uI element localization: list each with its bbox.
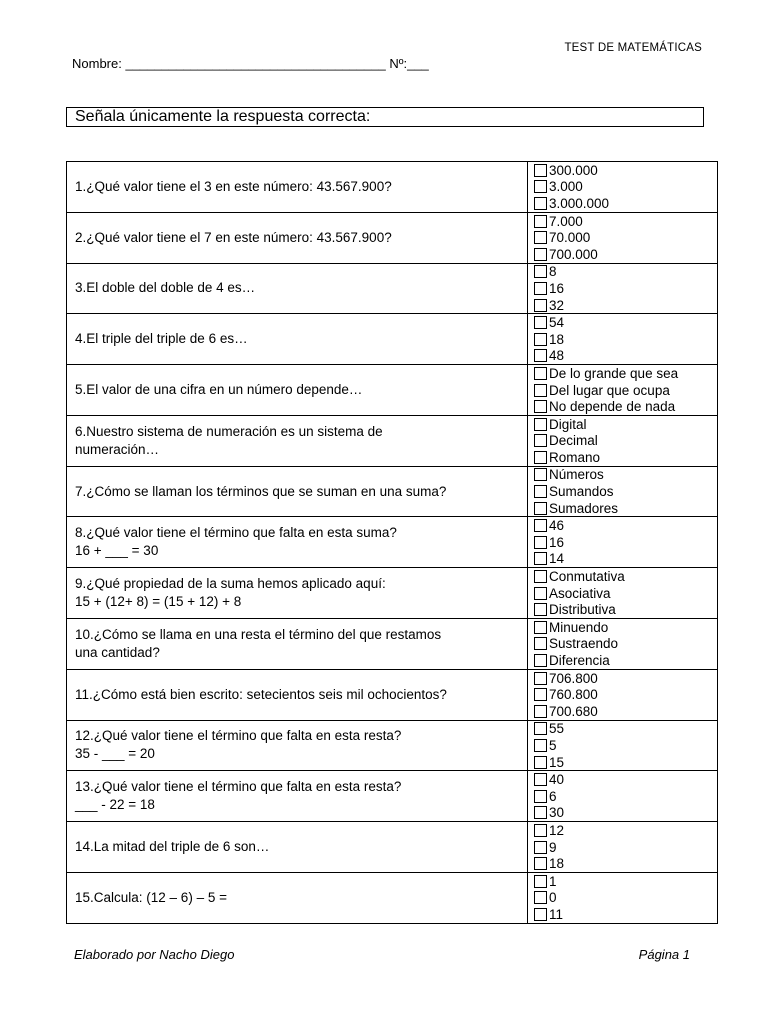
answer-checkbox[interactable]: [534, 349, 547, 362]
answer-option-label: 700.000: [549, 246, 598, 262]
answer-checkbox[interactable]: [534, 164, 547, 177]
question-line: 14.La mitad del triple de 6 son…: [75, 839, 270, 855]
answer-option[interactable]: [528, 416, 717, 433]
answer-options: [528, 314, 718, 365]
answer-option[interactable]: [528, 433, 717, 450]
answer-option-label: 12: [549, 822, 565, 838]
question-text: [67, 365, 528, 416]
answer-option-label: 6: [549, 788, 557, 804]
question-line: 1.¿Qué valor tiene el 3 en este número: 43.567.900?: [75, 178, 392, 194]
answer-checkbox[interactable]: [534, 570, 547, 583]
answer-options: [528, 619, 718, 670]
answer-checkbox[interactable]: [534, 197, 547, 210]
question-row: [67, 162, 718, 213]
answer-option[interactable]: [528, 686, 717, 703]
answer-option[interactable]: [528, 398, 717, 415]
answer-option[interactable]: [528, 873, 717, 890]
question-text: [67, 669, 528, 720]
answer-option-label: 1: [549, 873, 557, 889]
answer-option[interactable]: [528, 213, 717, 230]
footer-author: Elaborado por Nacho Diego: [74, 947, 235, 962]
answer-options: [528, 669, 718, 720]
answer-options: [528, 517, 718, 568]
answer-checkbox[interactable]: [534, 806, 547, 819]
answer-option[interactable]: [528, 517, 717, 534]
answer-option-label: 48: [549, 348, 565, 364]
answer-option[interactable]: [528, 280, 717, 297]
answer-option-label: 15: [549, 754, 565, 770]
question-text: [67, 619, 528, 670]
answer-options: [528, 162, 718, 213]
answer-option[interactable]: [528, 382, 717, 399]
question-line: 3.El doble del doble de 4 es…: [75, 280, 256, 296]
answer-checkbox[interactable]: [534, 688, 547, 701]
answer-option-label: 32: [549, 297, 565, 313]
answer-option[interactable]: [528, 703, 717, 720]
answer-checkbox[interactable]: [534, 637, 547, 650]
answer-option-label: De lo grande que sea: [549, 365, 679, 381]
answer-checkbox[interactable]: [534, 705, 547, 718]
answer-option[interactable]: [528, 670, 717, 687]
answer-checkbox[interactable]: [534, 739, 547, 752]
answer-option-label: 40: [549, 772, 565, 788]
answer-option[interactable]: [528, 348, 717, 365]
answer-checkbox[interactable]: [534, 536, 547, 549]
question-line: 5.El valor de una cifra en un número depende…: [75, 382, 363, 398]
answer-option[interactable]: [528, 890, 717, 907]
question-row: [67, 263, 718, 314]
answer-option-label: Romano: [549, 449, 601, 465]
answer-checkbox[interactable]: [534, 672, 547, 685]
answer-checkbox[interactable]: [534, 857, 547, 870]
answer-checkbox[interactable]: [534, 891, 547, 904]
answer-checkbox[interactable]: [534, 400, 547, 413]
question-line: ___ - 22 = 18: [75, 797, 155, 813]
question-row: [67, 314, 718, 365]
answer-option-label: 9: [549, 839, 557, 855]
answer-checkbox[interactable]: [534, 231, 547, 244]
question-text: [67, 466, 528, 517]
question-line: 4.El triple del triple de 6 es…: [75, 331, 248, 347]
answer-option-label: Minuendo: [549, 619, 609, 635]
answer-option[interactable]: [528, 822, 717, 839]
answer-option-label: Del lugar que ocupa: [549, 382, 670, 398]
answer-option[interactable]: [528, 331, 717, 348]
question-row: [67, 365, 718, 416]
question-line: 11.¿Cómo está bien escrito: setecientos seis mil ochocientos?: [75, 686, 447, 702]
answer-option[interactable]: [528, 636, 717, 653]
answer-checkbox[interactable]: [534, 552, 547, 565]
answer-option-label: 7.000: [549, 213, 583, 229]
answer-option[interactable]: [528, 483, 717, 500]
answer-option-label: 0: [549, 890, 557, 906]
answer-checkbox[interactable]: [534, 299, 547, 312]
question-row: [67, 669, 718, 720]
answer-checkbox[interactable]: [534, 824, 547, 837]
question-row: [67, 517, 718, 568]
answer-option[interactable]: [528, 229, 717, 246]
question-text: [67, 568, 528, 619]
answer-option[interactable]: [528, 788, 717, 805]
answer-options: [528, 365, 718, 416]
answer-options: [528, 771, 718, 822]
answer-options: [528, 212, 718, 263]
answer-checkbox[interactable]: [534, 790, 547, 803]
answer-checkbox[interactable]: [534, 333, 547, 346]
answer-option[interactable]: [528, 721, 717, 738]
answer-option-label: 55: [549, 721, 565, 737]
answer-option-label: Sustraendo: [549, 636, 619, 652]
question-line: 35 - ___ = 20: [75, 746, 155, 762]
answer-option-label: 46: [549, 518, 565, 534]
answer-checkbox[interactable]: [534, 367, 547, 380]
answer-option[interactable]: [528, 906, 717, 923]
question-row: [67, 568, 718, 619]
question-line: numeración…: [75, 441, 160, 457]
question-line: 15 + (12+ 8) = (15 + 12) + 8: [75, 594, 242, 610]
answer-checkbox[interactable]: [534, 316, 547, 329]
answer-option-label: 706.800: [549, 670, 598, 686]
answer-option-label: No depende de nada: [549, 399, 676, 415]
answer-checkbox[interactable]: [534, 451, 547, 464]
answer-option-label: Distributiva: [549, 602, 616, 618]
answer-option[interactable]: [528, 601, 717, 618]
answer-option[interactable]: [528, 585, 717, 602]
answer-option-label: 11: [549, 906, 564, 922]
answer-option-label: Asociativa: [549, 585, 611, 601]
question-row: [67, 415, 718, 466]
answer-option[interactable]: [528, 314, 717, 331]
answer-option[interactable]: [528, 839, 717, 856]
answer-option-label: 700.680: [549, 703, 598, 719]
question-line: 10.¿Cómo se llama en una resta el término del que restamos: [75, 626, 442, 642]
question-line: 13.¿Qué valor tiene el término que falta en esta resta?: [75, 779, 402, 795]
answer-options: [528, 466, 718, 517]
answer-checkbox[interactable]: [534, 434, 547, 447]
question-line: 15.Calcula: (12 – 6) – 5 =: [75, 889, 227, 905]
answer-options: [528, 263, 718, 314]
answer-option[interactable]: [528, 771, 717, 788]
answer-option-label: Conmutativa: [549, 569, 625, 585]
answer-option-label: 760.800: [549, 687, 598, 703]
answer-option-label: 18: [549, 331, 565, 347]
question-row: [67, 872, 718, 923]
question-row: [67, 212, 718, 263]
answer-checkbox[interactable]: [534, 654, 547, 667]
answer-checkbox[interactable]: [534, 519, 547, 532]
question-text: [67, 314, 528, 365]
answer-option[interactable]: [528, 568, 717, 585]
question-text: [67, 415, 528, 466]
question-text: [67, 162, 528, 213]
answer-option[interactable]: [528, 467, 717, 484]
answer-checkbox[interactable]: [534, 722, 547, 735]
answer-option-label: 3.000: [549, 179, 583, 195]
question-row: [67, 720, 718, 771]
question-line: una cantidad?: [75, 644, 160, 660]
answer-checkbox[interactable]: [534, 773, 547, 786]
answer-checkbox[interactable]: [534, 502, 547, 515]
answer-option[interactable]: [528, 195, 717, 212]
answer-option[interactable]: [528, 551, 717, 568]
answer-option[interactable]: [528, 246, 717, 263]
answer-checkbox[interactable]: [534, 384, 547, 397]
answer-checkbox[interactable]: [534, 603, 547, 616]
answer-option-label: 16: [549, 534, 565, 550]
answer-option-label: 3.000.000: [549, 195, 610, 211]
question-row: [67, 771, 718, 822]
answer-checkbox[interactable]: [534, 875, 547, 888]
answer-option-label: Sumadores: [549, 500, 619, 516]
answer-checkbox[interactable]: [534, 468, 547, 481]
answer-option-label: 5: [549, 737, 557, 753]
answer-checkbox[interactable]: [534, 248, 547, 261]
question-text: [67, 822, 528, 873]
answer-option[interactable]: [528, 500, 717, 517]
question-line: 6.Nuestro sistema de numeración es un sistema de: [75, 423, 383, 439]
question-line: 12.¿Qué valor tiene el término que falta en esta resta?: [75, 728, 402, 744]
question-text: [67, 771, 528, 822]
question-line: 9.¿Qué propiedad de la suma hemos aplicado aquí:: [75, 576, 386, 592]
answer-option[interactable]: [528, 365, 717, 382]
instruction-box: Señala únicamente la respuesta correcta:: [66, 107, 704, 127]
answer-option-label: 16: [549, 280, 565, 296]
answer-checkbox[interactable]: [534, 587, 547, 600]
answer-option[interactable]: [528, 652, 717, 669]
answer-checkbox[interactable]: [534, 265, 547, 278]
answer-options: [528, 568, 718, 619]
answer-checkbox[interactable]: [534, 418, 547, 431]
question-text: [67, 872, 528, 923]
answer-options: [528, 822, 718, 873]
answer-checkbox[interactable]: [534, 756, 547, 769]
answer-option-label: 14: [549, 551, 565, 567]
answer-checkbox[interactable]: [534, 621, 547, 634]
answer-option[interactable]: [528, 449, 717, 466]
name-field-line[interactable]: Nombre: ____________________________________ Nº:___: [72, 56, 429, 71]
answer-option-label: 300.000: [549, 162, 598, 178]
answer-options: [528, 415, 718, 466]
answer-option-label: 8: [549, 264, 557, 280]
answer-option-label: Decimal: [549, 433, 598, 449]
answer-option[interactable]: [528, 619, 717, 636]
answer-option[interactable]: [528, 534, 717, 551]
quiz-table: [66, 161, 718, 924]
answer-option-label: Digital: [549, 416, 587, 432]
question-line: 8.¿Qué valor tiene el término que falta en esta suma?: [75, 525, 397, 541]
answer-checkbox[interactable]: [534, 215, 547, 228]
answer-option-label: Sumandos: [549, 484, 614, 500]
answer-option-label: 70.000: [549, 230, 591, 246]
answer-checkbox[interactable]: [534, 908, 547, 921]
answer-option[interactable]: [528, 179, 717, 196]
question-row: [67, 466, 718, 517]
answer-option-label: 54: [549, 315, 565, 331]
answer-option[interactable]: [528, 297, 717, 314]
answer-option[interactable]: [528, 805, 717, 822]
answer-option-label: 30: [549, 805, 565, 821]
footer-page-number: Página 1: [638, 947, 690, 962]
answer-options: [528, 720, 718, 771]
question-line: 16 + ___ = 30: [75, 543, 159, 559]
answer-option-label: 18: [549, 856, 565, 872]
question-text: [67, 517, 528, 568]
question-text: [67, 263, 528, 314]
answer-checkbox[interactable]: [534, 485, 547, 498]
question-line: 7.¿Cómo se llaman los términos que se suman en una suma?: [75, 483, 447, 499]
answer-option-label: Diferencia: [549, 653, 610, 669]
answer-option[interactable]: [528, 754, 717, 771]
answer-checkbox[interactable]: [534, 282, 547, 295]
answer-option-label: Números: [549, 467, 604, 483]
question-text: [67, 720, 528, 771]
question-row: [67, 822, 718, 873]
answer-options: [528, 872, 718, 923]
answer-option[interactable]: [528, 264, 717, 281]
answer-checkbox[interactable]: [534, 180, 547, 193]
question-row: [67, 619, 718, 670]
answer-option[interactable]: [528, 855, 717, 872]
question-text: [67, 212, 528, 263]
test-title: TEST DE MATEMÁTICAS: [564, 42, 702, 54]
answer-option[interactable]: [528, 162, 717, 179]
answer-checkbox[interactable]: [534, 841, 547, 854]
question-line: 2.¿Qué valor tiene el 7 en este número: 43.567.900?: [75, 229, 392, 245]
answer-option[interactable]: [528, 737, 717, 754]
